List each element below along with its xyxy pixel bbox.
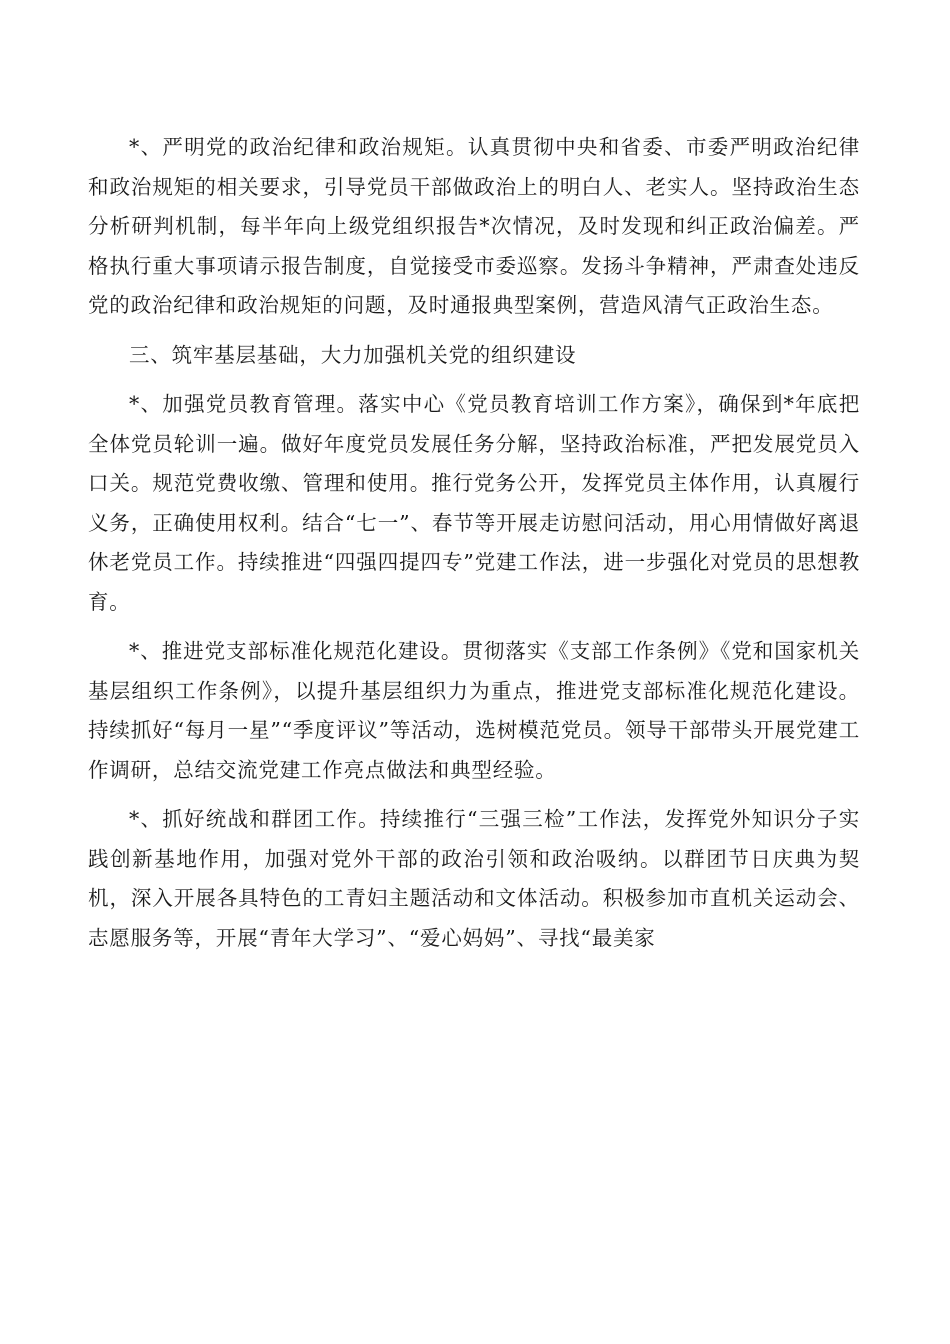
document-page <box>88 128 860 968</box>
paragraph-political-discipline: *、严明党的政治纪律和政治规矩。认真贯彻中央和省委、市委严明政治纪律和政治规矩的相关要求，引导党员干部做政治上的明白人、老实人。坚持政治生态分析研判机制，每半年向上级党组织报告*次情况，及时发现和纠正政治偏差。严格执行重大事项请示报告制度，自觉接受市委巡察。发扬斗争精神，严肃查处违反党的政治纪律和政治规矩的问题，及时通报典型案例，营造风清气正政治生态。 <box>88 135 860 317</box>
paragraph-united-front: *、抓好统战和群团工作。持续推行“三强三检”工作法，发挥党外知识分子实践创新基地作用，加强对党外干部的政治引领和政治吸纳。以群团节日庆典为契机，深入开展各具特色的工青妇主题活动和文体活动。积极参加市直机关运动会、志愿服务等，开展“青年大学习”、“爱心妈妈”、寻找“最美家 <box>88 807 860 950</box>
paragraph-branch-standardization: *、推进党支部标准化规范化建设。贯彻落实《支部工作条例》《党和国家机关基层组织工作条例》，以提升基层组织力为重点，推进党支部标准化规范化建设。持续抓好“每月一星”“季度评议”等活动，选树模范党员。领导干部带头开展党建工作调研，总结交流党建工作亮点做法和典型经验。 <box>88 639 860 782</box>
section-heading-organization: 三、筑牢基层基础，大力加强机关党的组织建设 <box>129 342 577 367</box>
paragraph-member-education: *、加强党员教育管理。落实中心《党员教育培训工作方案》，确保到*年底把全体党员轮训一遍。做好年度党员发展任务分解，坚持政治标准，严把发展党员入口关。规范党费收缴、管理和使用。推行党务公开，发挥党员主体作用，认真履行义务，正确使用权利。结合“七一”、春节等开展走访慰问活动，用心用情做好离退休老党员工作。持续推进“四强四提四专”党建工作法，进一步强化对党员的思想教育。 <box>88 392 860 614</box>
